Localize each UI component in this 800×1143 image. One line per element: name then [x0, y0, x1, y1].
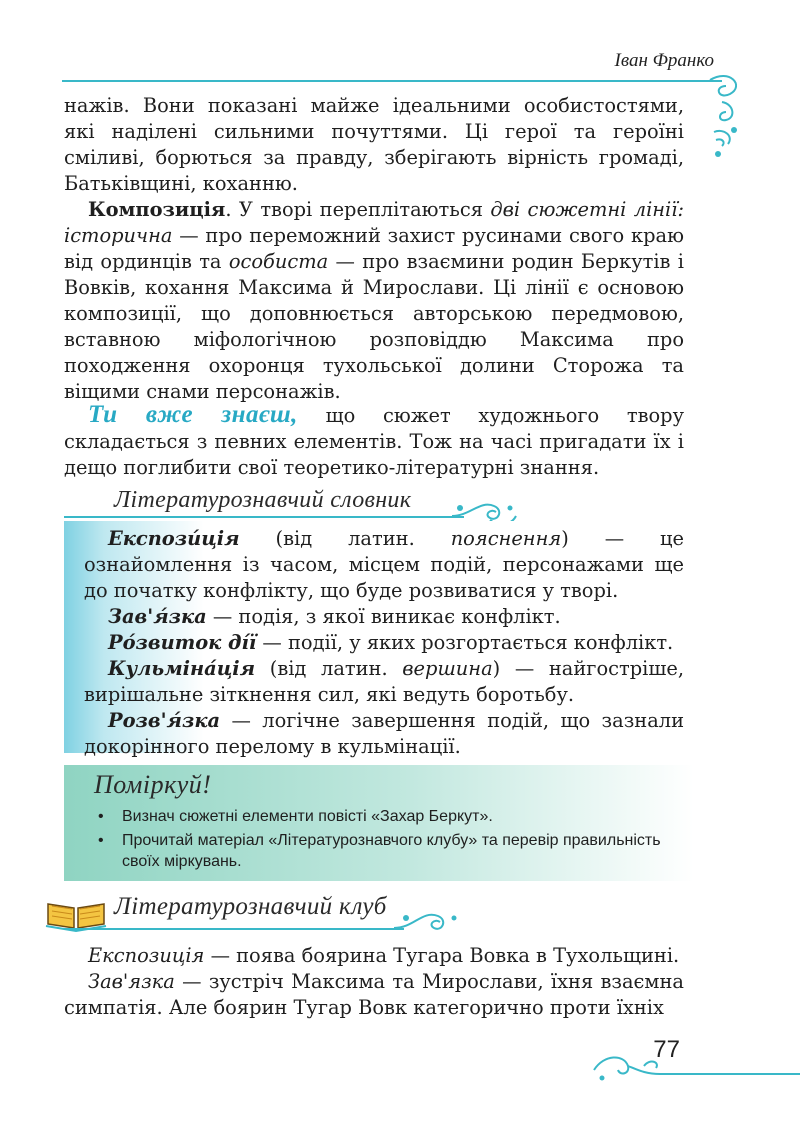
dictionary-rule	[64, 516, 464, 518]
dictionary-entry: Ро́звиток ді́ї — події, у яких розгортається конфлікт.	[108, 631, 674, 654]
club-paragraph: Зав'язка — зустріч Максима та Мирослави, їхня взаємна симпатія. Але боярин Тугар Вовк категорично проти їхніх	[64, 970, 684, 1019]
you-know-paragraph: Ти вже знаєш, що сюжет художнього твору складається з певних елементів. Тож на часі пригадати їх і дещо поглибити свої теоретико-літературні знання.	[64, 401, 685, 479]
think-list	[96, 806, 686, 875]
swirl-ornament-icon	[590, 1040, 800, 1084]
think-title: Поміркуй!	[94, 770, 212, 799]
intro-paragraph: нажів. Вони показані майже ідеальними особистостями, які наділені сильними почуттями. Ці герої та героїні сміливі, борються за правду, зберігають вірність громаді, Батьківщині, коханню.	[64, 94, 684, 195]
list-item: • Визнач сюжетні елементи повісті «Захар Беркут».	[98, 808, 493, 825]
swirl-ornament-icon	[700, 66, 750, 166]
club-paragraph: Експозиція — поява боярина Тугара Вовка в Тухольщині.	[88, 944, 680, 967]
page-number: 77	[653, 1036, 680, 1063]
dictionary-entry: Зав'я́зка — подія, з якої виникає конфлікт.	[108, 605, 561, 628]
header-rule	[62, 80, 722, 82]
dictionary-title: Літературознавчий словник	[114, 487, 412, 513]
composition-term: Композиція	[88, 198, 226, 221]
dictionary-entries	[84, 526, 684, 760]
club-rule	[64, 928, 404, 930]
swirl-ornament-icon	[392, 904, 462, 940]
composition-paragraph: Композиція. У творі переплітаються дві сюжетні лінії: історична — про переможний захист русинами свого краю від ординців та особиста — про взаємини родин Беркутів і Вовків, кохання Максима й Мирослави. Ці лінії є основою композиції, що доповнюється авторською передмовою, вставною міфологічною розповіддю Максима про походження охоронця тухольської долини Сторожа та віщими снами персонажів.	[64, 198, 684, 403]
club-title: Літературознавчий клуб	[114, 893, 387, 920]
dictionary-entry: Розв'я́зка — логічне завершення подій, що зазнали докорінного перелому в кульмінації.	[84, 709, 684, 758]
list-item: • Прочитай матеріал «Літературознавчого клубу» та перевір правильність своїх міркувань.	[98, 832, 661, 870]
dictionary-entry: Кульміна́ція (від латин. вершина) — найгостріше, вирішальне зіткнення сил, які ведуть боротьбу.	[84, 657, 684, 706]
you-know-label: Ти вже знаєш,	[88, 401, 298, 428]
running-header-author: Іван Франко	[614, 50, 714, 71]
club-text	[64, 943, 684, 1021]
dictionary-entry: Експози́ція (від латин. пояснення) — це ознайомлення із часом, місцем подій, персонажами ще до початку конфлікту, що буде розвиватися у творі.	[84, 527, 684, 602]
